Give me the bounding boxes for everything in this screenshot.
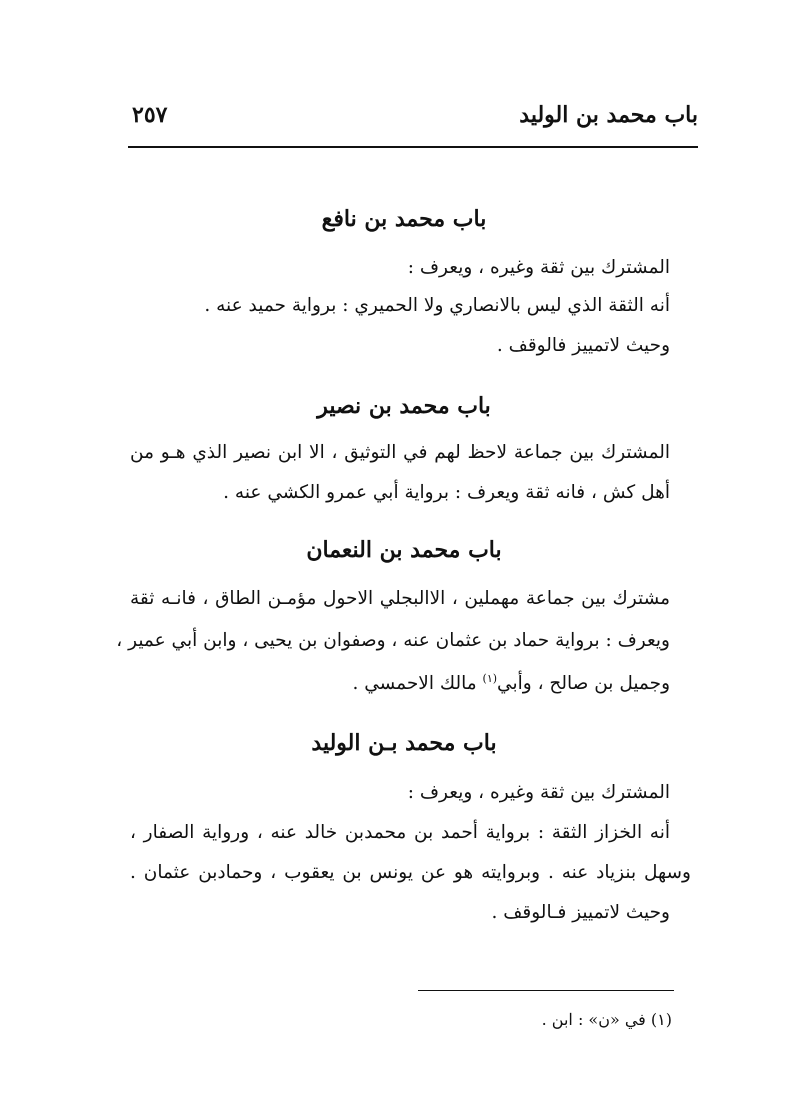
text-line: وسهل بنزياد عنه . وبروايته هو عن يونس بن يعقوب ، وحمادبن عثمان . (130, 862, 691, 883)
text-segment: وجميل بن صالح ، وأبي (497, 673, 670, 695)
footnote-marker: (١) (482, 672, 498, 685)
text-line: ويعرف : برواية حماد بن عثمان عنه ، وصفوان بن يحيى ، وابن أبي عمير ، (116, 630, 670, 651)
text-line (352, 672, 670, 694)
running-title: باب محمد بن الوليد (519, 102, 698, 128)
section-heading-muhammad-ibn-al-numan: باب محمد بن النعمان (306, 537, 502, 563)
footnote-rule (418, 990, 674, 991)
text-line: أهل كش ، فانه ثقة ويعرف : برواية أبي عمرو الكشي عنه . (223, 482, 670, 503)
section-heading-muhammad-ibn-al-walid: باب محمد بـن الوليد (311, 730, 497, 756)
text-line: أنه الثقة الذي ليس بالانصاري ولا الحميري : برواية حميد عنه . (204, 295, 670, 316)
text-segment: مالك الاحمسي . (352, 673, 477, 695)
text-line: أنه الخزاز الثقة : برواية أحمد بن محمدبن خالد عنه ، ورواية الصفار ، (130, 822, 670, 843)
page-number: ٢٥٧ (132, 102, 168, 128)
text-line: المشترك بين جماعة لاحظ لهم في التوثيق ، الا ابن نصير الذي هـو من (130, 442, 670, 463)
text-line: وحيث لاتمييز فـالوقف . (491, 902, 670, 923)
section-heading-muhammad-ibn-nusayr: باب محمد بن نصير (317, 393, 491, 419)
text-line: المشترك بين ثقة وغيره ، ويعرف : (407, 782, 670, 803)
header-rule (128, 146, 698, 148)
footnote: (١) في «ن» : ابن . (541, 1010, 672, 1029)
text-line: المشترك بين ثقة وغيره ، ويعرف : (407, 257, 670, 278)
section-heading-muhammad-ibn-nafi: باب محمد بن نافع (321, 206, 487, 232)
running-header (128, 96, 698, 136)
text-line: وحيث لاتمييز فالوقف . (496, 335, 670, 356)
text-line: مشترك بين جماعة مهملين ، الاالبجلي الاحول مؤمـن الطاق ، فانـه ثقة (130, 588, 670, 609)
